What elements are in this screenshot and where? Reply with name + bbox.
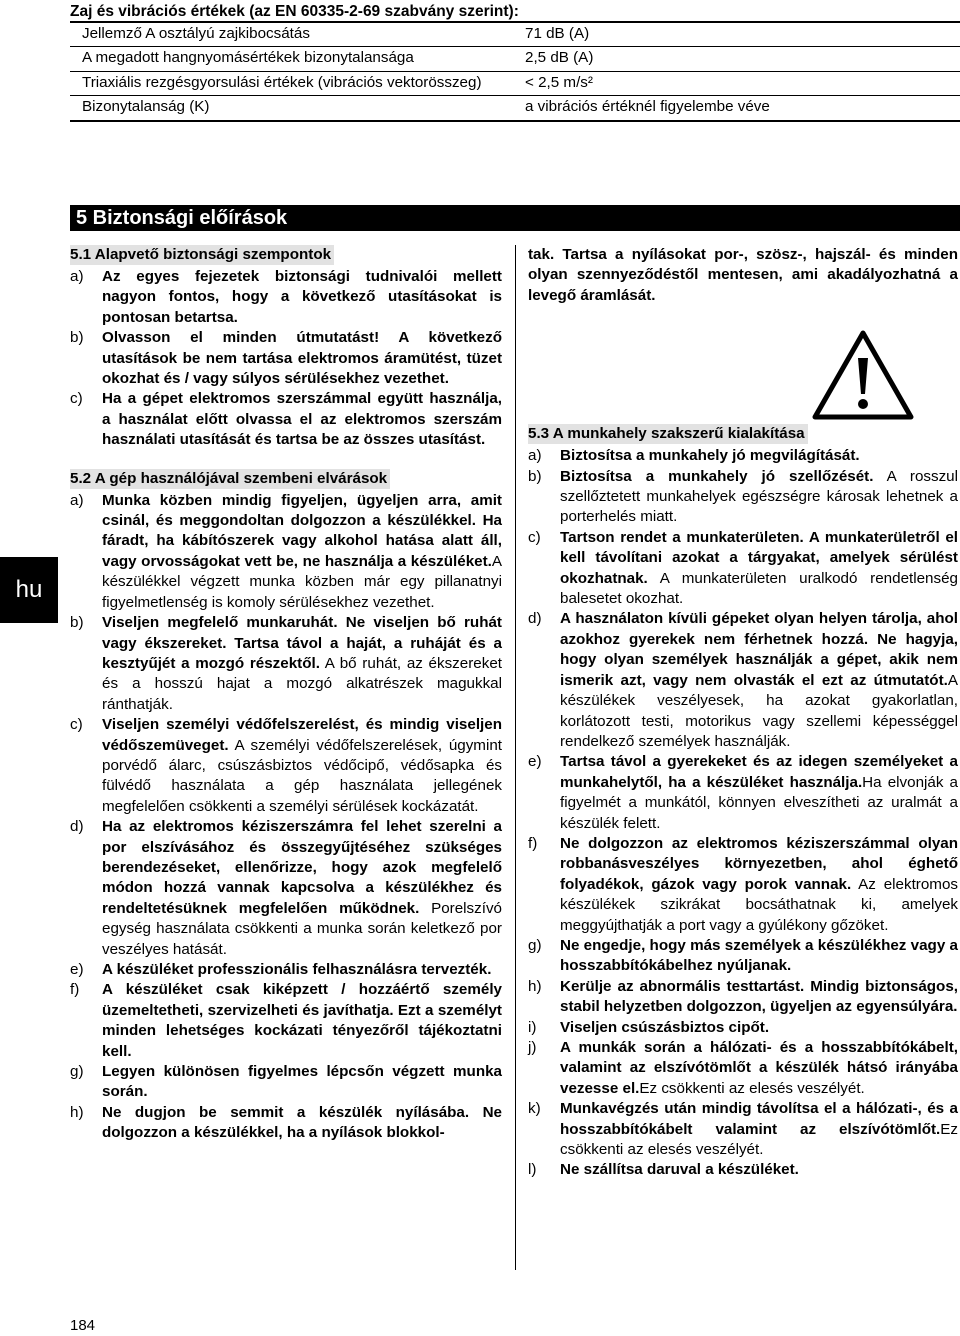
item-letter: c) bbox=[70, 390, 83, 408]
list-item bbox=[70, 389, 502, 450]
item-letter: f) bbox=[528, 834, 538, 852]
list-item bbox=[528, 609, 958, 752]
item-letter: d) bbox=[528, 610, 542, 628]
section-title: 5 Biztonsági előírások bbox=[70, 205, 960, 231]
item-letter: b) bbox=[528, 467, 542, 485]
vibration-title: Zaj és vibrációs értékek (az EN 60335-2-69 szabvány szerint): bbox=[70, 3, 519, 20]
item-letter: j) bbox=[528, 1039, 537, 1056]
list-item bbox=[528, 1160, 958, 1180]
item-bold-text: Viseljen személyi védőfelszerelést, és mindig viseljen védőszemüveget. bbox=[102, 716, 502, 754]
subsection-heading: 5.2 A gép használójával szembeni elvárások bbox=[70, 469, 390, 489]
item-bold-text: Ha a gépet elektromos szerszámmal együtt használja, a használat előtt olvassa el az elektromos szerszám használati utasítását és tartsa be az összes utasítást. bbox=[102, 390, 502, 449]
item-bold-text: A munkák során a hálózati- és a hosszabbítókábelt, valamint az elszívótömlőt a készülék hátsó irányába vezesse el. bbox=[560, 1039, 958, 1097]
item-text: Ez csökkenti az elesés veszélyét. bbox=[560, 1120, 958, 1159]
list-item bbox=[70, 267, 502, 328]
item-bold-text: Munka közben mindig figyeljen, ügyeljen arra, amit csinál, és meggondoltan dolgozzon a készülékkel. Ha fáradt, ha kábítószerek vagy alkohol hatása alatt áll, vagy orvosságokat vett be, ne használja a készüléket. bbox=[102, 491, 502, 570]
list-item bbox=[70, 817, 502, 960]
item-text: Ez csökkenti az elesés veszélyét. bbox=[639, 1079, 865, 1097]
item-text: A készülékek veszélyesek, ha azokat gyakorlatlan, korlátozott testi, motorikus vagy szellemi képességgel rendelkező személyek használják. bbox=[560, 671, 958, 750]
vibration-label: Bizonytalanság (K) bbox=[82, 98, 210, 116]
list-item bbox=[70, 1103, 502, 1144]
vibration-row bbox=[70, 96, 960, 119]
vibration-table bbox=[70, 21, 960, 122]
list-item bbox=[528, 467, 958, 528]
list-item bbox=[70, 715, 502, 817]
vibration-label: Jellemző A osztályú zajkibocsátás bbox=[82, 25, 310, 42]
item-letter: e) bbox=[528, 753, 542, 771]
item-bold-text: A készüléket professzionális felhasználásra tervezték. bbox=[102, 961, 492, 978]
vibration-row bbox=[70, 47, 960, 71]
item-letter: a) bbox=[70, 268, 84, 285]
item-letter: e) bbox=[70, 961, 84, 978]
item-text: A bő ruhát, az ékszereket és a hosszú hajat a mozgó alkatrészek magukkal ránthatják. bbox=[102, 654, 502, 713]
vibration-value: 2,5 dB (A) bbox=[525, 49, 594, 67]
item-text: A készülékkel végzett munka közben már egy pillanatnyi figyelmetlenség is komoly sérülésekhez vezethet. bbox=[102, 552, 502, 611]
warning-triangle-icon bbox=[812, 330, 914, 420]
subsection-heading: 5.1 Alapvető biztonsági szempontok bbox=[70, 245, 334, 265]
vibration-value: a vibrációs értéknél figyelembe véve bbox=[525, 98, 770, 116]
right-column bbox=[528, 245, 958, 1181]
list-item bbox=[70, 613, 502, 715]
item-bold-text: Viseljen megfelelő munkaruhát. Ne viseljen bő ruhát vagy ékszereket. Tartsa távol a haját, a ruháját és a kesztyűjét a mozgó részektől. bbox=[102, 614, 502, 672]
vibration-value: 71 dB (A) bbox=[525, 25, 590, 42]
list-item bbox=[528, 528, 958, 610]
item-bold-text: Biztosítsa a munkahely jó szellőzését. bbox=[560, 467, 874, 485]
item-bold-text: Munkavégzés után mindig távolítsa el a hálózati-, és a hosszabbítókábelt valamint az elszívótömlőt. bbox=[560, 1100, 958, 1138]
item-letter: b) bbox=[70, 329, 84, 347]
item-bold-text: Legyen különösen figyelmes lépcsőn végzett munka során. bbox=[102, 1063, 502, 1101]
list-item bbox=[528, 936, 958, 977]
column-divider bbox=[515, 245, 516, 1270]
item-letter: g) bbox=[70, 1063, 84, 1081]
list-item bbox=[528, 446, 958, 466]
list-item bbox=[70, 328, 502, 389]
item-bold-text: Ne szállítsa daruval a készüléket. bbox=[560, 1161, 799, 1179]
item-text: A rosszul szellőztetett munkahelyek egészségre károsak lehetnek a porterhelés miatt. bbox=[560, 467, 958, 526]
item-letter: l) bbox=[528, 1161, 537, 1179]
item-letter: k) bbox=[528, 1100, 541, 1118]
item-letter: h) bbox=[70, 1103, 84, 1121]
subsection-heading: 5.3 A munkahely szakszerű kialakítása bbox=[528, 424, 808, 444]
vibration-row bbox=[70, 23, 960, 47]
item-bold-text: Biztosítsa a munkahely jó megvilágítását. bbox=[560, 447, 860, 465]
item-bold-text: Kerülje az abnormális testtartást. Mindig biztonságos, stabil helyzetben dolgozzon, ügyeljen az egyensúlyára. bbox=[560, 977, 958, 1016]
item-letter: a) bbox=[70, 491, 84, 509]
item-letter: g) bbox=[528, 936, 542, 954]
vibration-row bbox=[70, 72, 960, 96]
item-bold-text: Tartson rendet a munkaterületen. A munkaterületről el kell távolítani azokat a tárgyakat, amelyek sérülést okozhatnak. bbox=[560, 528, 958, 587]
continued-text: tak. Tartsa a nyílásokat por-, szösz-, hajszál- és minden olyan szennyeződéstől mentesen, ami akadályozhatná a levegő áramlását. bbox=[528, 246, 958, 304]
item-text: Az elektromos készülékek szikrákat bocsáthatnak ki, amelyek meggyújthatják a port vagy a gyúlékony gőzöket. bbox=[560, 875, 958, 934]
vibration-value: < 2,5 m/s² bbox=[525, 73, 593, 91]
list-item bbox=[528, 752, 958, 834]
vibration-label: Triaxiális rezgésgyorsulási értékek (vibrációs vektorösszeg) bbox=[82, 73, 482, 91]
item-bold-text: Ha az elektromos kéziszerszámra fel lehet szerelni a por elszívásához és összegyűjtéséhez szükséges berendezéseket, ellenőrizze, hogy azok megfelelő módon hozzá vannak kapcsolva a készülékhez és rendeltetésüknek megfelelően működnek. bbox=[102, 818, 502, 917]
vibration-label: A megadott hangnyomásértékek bizonytalansága bbox=[82, 49, 414, 67]
language-tab: hu bbox=[0, 557, 58, 623]
left-column bbox=[70, 245, 502, 1144]
item-bold-text: Ne dolgozzon az elektromos kéziszerszámmal olyan robbanásveszélyes környezetben, ahol éghető folyadékok, gázok vagy porok vannak. bbox=[560, 834, 958, 893]
item-text: A személyi védőfelszerelések, úgymint porvédő álarc, csúszásbiztos védőcipő, védősapka és fülvédő használata a gép használata jellegének megfelelően csökkenti a személyi sérülések kockázatát. bbox=[102, 736, 502, 815]
list-item bbox=[528, 977, 958, 1018]
list-item bbox=[528, 1018, 958, 1038]
item-letter: h) bbox=[528, 977, 542, 995]
item-bold-text: Ne dugjon be semmit a készülék nyílásába. Ne dolgozzon a készülékkel, ha a nyílások blokkol- bbox=[102, 1103, 502, 1142]
list-item bbox=[70, 491, 502, 613]
list-item bbox=[528, 1099, 958, 1160]
item-bold-text: Ne engedje, hogy más személyek a készülékhez vagy a hosszabbítókábelhez nyúljanak. bbox=[560, 936, 958, 975]
item-bold-text: A használaton kívüli gépeket olyan helyen tárolja, ahol azokhoz gyerekek nem férhetnek hozzá. Ne hagyja, hogy olyan személyek használják a gépet, akik nem ismerik azt, vagy nem olvasták el ezt az útmutatót. bbox=[560, 610, 958, 689]
page-number: 184 bbox=[70, 1317, 96, 1334]
list-item bbox=[70, 960, 502, 980]
item-bold-text: Az egyes fejezetek biztonsági tudnivalói mellett nagyon fontos, hogy a következő utasításokat is pontosan betartsa. bbox=[102, 268, 502, 326]
item-letter: i) bbox=[528, 1018, 537, 1036]
list-item bbox=[528, 1038, 958, 1099]
item-letter: f) bbox=[70, 981, 80, 999]
item-text: Porelszívó egység használata csökkenti a munka során keletkező por veszélyes hatását. bbox=[102, 899, 503, 958]
item-letter: d) bbox=[70, 818, 84, 836]
item-text: A munkaterületen uralkodó rendetlenség balesetet okozhat. bbox=[560, 569, 958, 608]
item-bold-text: Tartsa távol a gyerekeket és az idegen személyeket a munkahelytől, ha a készüléket használja. bbox=[560, 753, 958, 791]
list-item bbox=[70, 980, 502, 1062]
item-letter: c) bbox=[528, 528, 541, 546]
item-bold-text: A készüléket csak kiképzett / hozzáértő személy üzemeltetheti, szervizelheti és javíthatja. Ezt a személyt minden lehetséges kockázati tényezőről tájékoztatni kell. bbox=[102, 981, 502, 1060]
item-letter: a) bbox=[528, 447, 542, 465]
item-text: Ha elvonják a figyelmét a munkától, könnyen elveszítheti az uralmát a készülék felett. bbox=[560, 773, 958, 832]
item-bold-text: Viseljen csúszásbiztos cipőt. bbox=[560, 1018, 770, 1036]
item-letter: b) bbox=[70, 614, 84, 632]
item-bold-text: Olvasson el minden útmutatást! A következő utasítások be nem tartása elektromos áramütést, tüzet okozhat és / vagy súlyos sérülésekhez vezethet. bbox=[102, 329, 502, 388]
list-item bbox=[528, 834, 958, 936]
item-letter: c) bbox=[70, 716, 83, 734]
list-item bbox=[70, 1062, 502, 1103]
